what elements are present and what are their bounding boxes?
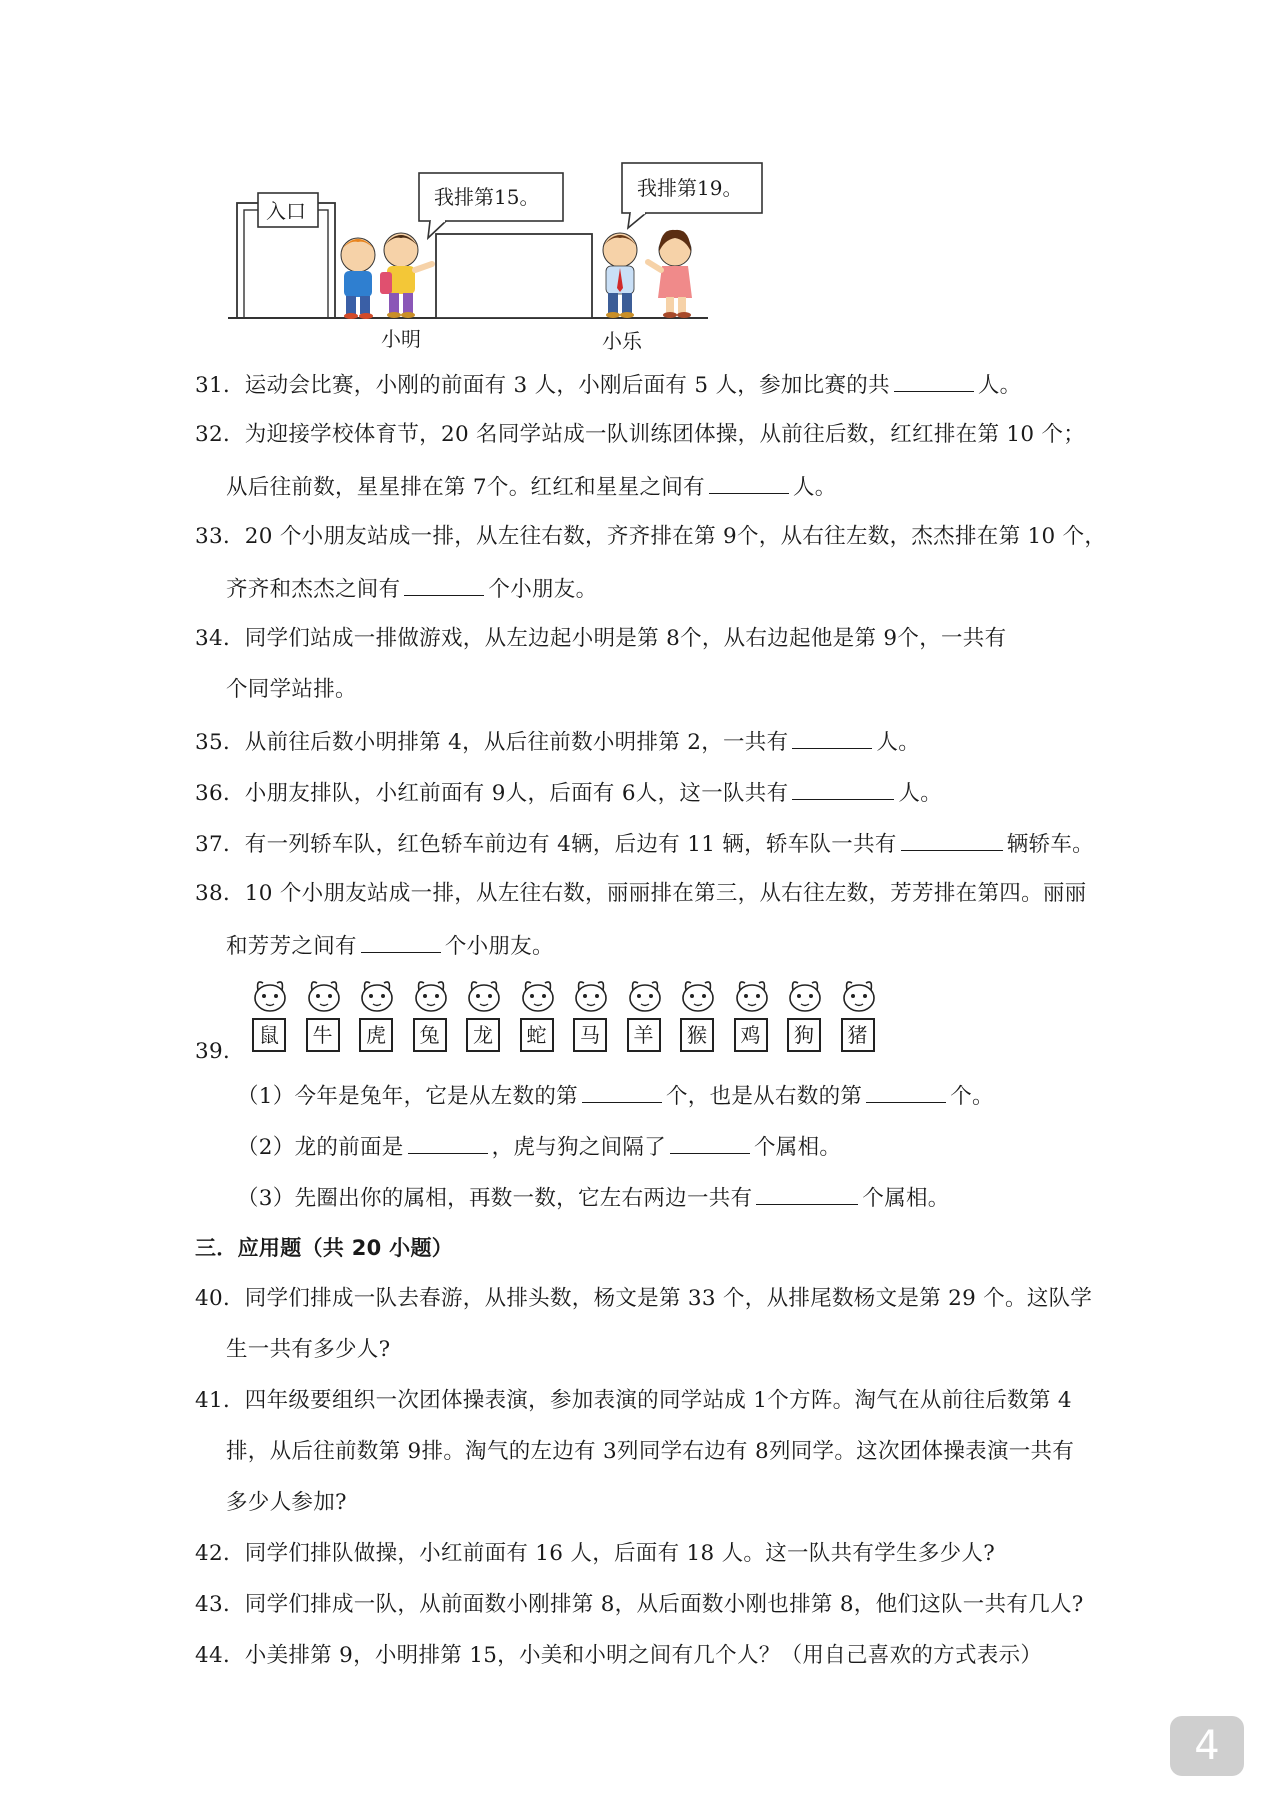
question-text: ．有一列轿车队，红色轿车前边有 4辆，后边有 11 辆，轿车队一共有 <box>222 832 897 857</box>
answer-blank[interactable] <box>756 1182 858 1205</box>
question-text: 多少人参加? <box>226 1490 347 1515</box>
zodiac-label: 龙 <box>466 1018 500 1052</box>
zodiac-label: 羊 <box>627 1018 661 1052</box>
question-text: 个同学站排。 <box>226 677 357 702</box>
question-text: ．运动会比赛，小刚的前面有 3 人，小刚后面有 5 人，参加比赛的共 <box>222 373 890 398</box>
question-text: ．为迎接学校体育节，20 名同学站成一队训练团体操，从前往后数，红红排在第 10 个； <box>222 422 1086 447</box>
answer-blank[interactable] <box>866 1080 946 1103</box>
question-number: 31 <box>195 373 223 398</box>
kid-xiaoming <box>380 233 432 318</box>
question-text: ．从前往后数小明排第 4，从后往前数小明排第 2，一共有 <box>222 730 789 755</box>
question-40 <box>195 1284 1092 1314</box>
question-44 <box>195 1641 1042 1671</box>
question-text: ． <box>222 1039 245 1064</box>
question-number: 41 <box>195 1388 223 1413</box>
question-number: 32 <box>195 422 223 447</box>
entrance-label: 入口 <box>266 199 306 223</box>
question-42 <box>195 1539 995 1569</box>
question-text: 排，从后往前数第 9排。淘气的左边有 3列同学右边有 8列同学。这次团体操表演一共有 <box>226 1439 1075 1464</box>
question-number: 37 <box>195 832 223 857</box>
answer-blank[interactable] <box>670 1131 750 1154</box>
zodiac-label: 兔 <box>413 1018 447 1052</box>
question-text: 从后往前数，星星排在第 7个。红红和星星之间有 <box>226 475 705 500</box>
question-text: 和芳芳之间有 <box>226 934 357 959</box>
speech-bubble-right-tail <box>628 213 646 228</box>
zodiac-cell <box>515 968 561 1058</box>
zodiac-animal-icon <box>624 974 666 1014</box>
zodiac-animal-icon <box>838 974 880 1014</box>
question-41-continued-2 <box>226 1488 347 1518</box>
answer-blank[interactable] <box>792 726 872 749</box>
zodiac-animal-icon <box>463 974 505 1014</box>
question-text-end: 人。 <box>977 373 1022 398</box>
question-text: （2）龙的前面是 <box>237 1135 404 1160</box>
question-text-end: 个。 <box>950 1084 994 1109</box>
question-number: 39 <box>195 1039 223 1064</box>
zodiac-cell <box>247 968 293 1058</box>
question-43 <box>195 1590 1084 1620</box>
answer-blank[interactable] <box>792 777 894 800</box>
question-text: ，虎与狗之间隔了 <box>491 1135 666 1160</box>
question-36 <box>195 777 942 809</box>
question-39-part-2 <box>237 1131 841 1163</box>
zodiac-cell <box>729 968 775 1058</box>
zodiac-cell <box>836 968 882 1058</box>
question-number: 38 <box>195 881 223 906</box>
zodiac-cell <box>622 968 668 1058</box>
question-number: 40 <box>195 1286 223 1311</box>
question-text: 个，也是从右数的第 <box>665 1084 863 1109</box>
zodiac-cell <box>301 968 347 1058</box>
zodiac-label: 牛 <box>306 1018 340 1052</box>
question-41 <box>195 1386 1072 1416</box>
question-37 <box>195 828 1094 860</box>
zodiac-animal-icon <box>303 974 345 1014</box>
question-text: ．小朋友排队，小红前面有 9人，后面有 6人，这一队共有 <box>222 781 789 806</box>
question-text: 生一共有多少人? <box>226 1337 391 1362</box>
kid-boy-orange <box>341 238 375 319</box>
kid-xiaole <box>603 233 637 318</box>
section-heading: 三．应用题（共 20 小题） <box>195 1236 454 1260</box>
question-text-end: 个属相。 <box>862 1186 950 1211</box>
queue-illustration <box>0 0 1280 360</box>
question-31 <box>195 369 1021 401</box>
zodiac-label: 狗 <box>787 1018 821 1052</box>
question-text: （3）先圈出你的属相，再数一数，它左右两边一共有 <box>237 1186 753 1211</box>
answer-blank[interactable] <box>361 930 441 953</box>
zodiac-cell <box>782 968 828 1058</box>
question-number: 44 <box>195 1643 223 1668</box>
question-text-end: 个小朋友。 <box>444 934 554 959</box>
question-text: ．10 个小朋友站成一排，从左往右数，丽丽排在第三，从右往左数，芳芳排在第四。丽丽 <box>222 881 1087 906</box>
zodiac-animal-icon <box>784 974 826 1014</box>
zodiac-animal-icon <box>410 974 452 1014</box>
question-34-continued <box>226 675 357 705</box>
question-text-end: 人。 <box>898 781 943 806</box>
zodiac-animal-icon <box>249 974 291 1014</box>
question-text: ．同学们站成一排做游戏，从左边起小明是第 8个，从右边起他是第 9个，一共有 <box>222 626 1007 651</box>
zodiac-cell <box>568 968 614 1058</box>
zodiac-label: 鼠 <box>252 1018 286 1052</box>
question-text: ．同学们排成一队去春游，从排头数，杨文是第 33 个，从排尾数杨文是第 29 个。这队学 <box>222 1286 1093 1311</box>
answer-blank[interactable] <box>408 1131 488 1154</box>
zodiac-animal-icon <box>356 974 398 1014</box>
zodiac-label: 猴 <box>680 1018 714 1052</box>
question-39-part-1 <box>237 1080 994 1112</box>
question-33-continued <box>226 573 597 605</box>
question-text-end: 人。 <box>792 475 837 500</box>
question-text: 齐齐和杰杰之间有 <box>226 577 401 602</box>
question-text-end: 个属相。 <box>754 1135 842 1160</box>
question-34 <box>195 624 1006 654</box>
question-33 <box>195 522 1106 552</box>
question-text: ．同学们排成一队，从前面数小刚排第 8，从后面数小刚也排第 8，他们这队一共有几人? <box>222 1592 1084 1617</box>
question-text-end: 辆轿车。 <box>1006 832 1094 857</box>
question-text: ．四年级要组织一次团体操表演，参加表演的同学站成 1个方阵。淘气在从前往后数第 4 <box>222 1388 1072 1413</box>
question-text: ．同学们排队做操，小红前面有 16 人，后面有 18 人。这一队共有学生多少人? <box>222 1541 996 1566</box>
answer-blank[interactable] <box>901 828 1003 851</box>
question-32-continued <box>226 471 837 503</box>
question-40-continued <box>226 1335 390 1365</box>
zodiac-figure <box>247 968 887 1058</box>
page-number-badge: 4 <box>1170 1716 1244 1776</box>
question-text-end: 个小朋友。 <box>488 577 598 602</box>
question-text-end: 人。 <box>876 730 921 755</box>
zodiac-cell <box>461 968 507 1058</box>
zodiac-cell <box>354 968 400 1058</box>
question-41-continued <box>226 1437 1074 1467</box>
zodiac-cell <box>408 968 454 1058</box>
zodiac-label: 鸡 <box>734 1018 768 1052</box>
zodiac-animal-icon <box>677 974 719 1014</box>
zodiac-animal-icon <box>570 974 612 1014</box>
zodiac-label: 猪 <box>841 1018 875 1052</box>
question-35 <box>195 726 920 758</box>
hidden-queue-box <box>436 234 592 318</box>
question-text: ．20 个小朋友站成一排，从左往右数，齐齐排在第 9个，从右往左数，杰杰排在第 10 个， <box>222 524 1107 549</box>
zodiac-label: 蛇 <box>520 1018 554 1052</box>
question-number: 33 <box>195 524 223 549</box>
zodiac-label: 虎 <box>359 1018 393 1052</box>
question-text: ．小美排第 9，小明排第 15，小美和小明之间有几个人？（用自己喜欢的方式表示） <box>222 1643 1043 1668</box>
label-xiaoming: 小明 <box>381 327 421 351</box>
question-38 <box>195 879 1086 909</box>
zodiac-animal-icon <box>731 974 773 1014</box>
question-38-continued <box>226 930 554 962</box>
speech-bubble-left-text: 我排第15。 <box>434 185 540 209</box>
question-39-part-3 <box>237 1182 950 1214</box>
question-number: 34 <box>195 626 223 651</box>
zodiac-cell <box>675 968 721 1058</box>
answer-blank[interactable] <box>709 471 789 494</box>
question-number: 42 <box>195 1541 223 1566</box>
speech-bubble-right-text: 我排第19。 <box>637 176 743 200</box>
question-32 <box>195 420 1085 450</box>
question-number: 35 <box>195 730 223 755</box>
kid-girl <box>648 230 692 318</box>
label-xiaole: 小乐 <box>602 329 642 353</box>
question-39 <box>195 1037 245 1067</box>
answer-blank[interactable] <box>404 573 484 596</box>
question-text: （1）今年是兔年，它是从左数的第 <box>237 1084 578 1109</box>
answer-blank[interactable] <box>894 369 974 392</box>
question-number: 43 <box>195 1592 223 1617</box>
question-number: 36 <box>195 781 223 806</box>
answer-blank[interactable] <box>582 1080 662 1103</box>
zodiac-animal-icon <box>517 974 559 1014</box>
zodiac-label: 马 <box>573 1018 607 1052</box>
